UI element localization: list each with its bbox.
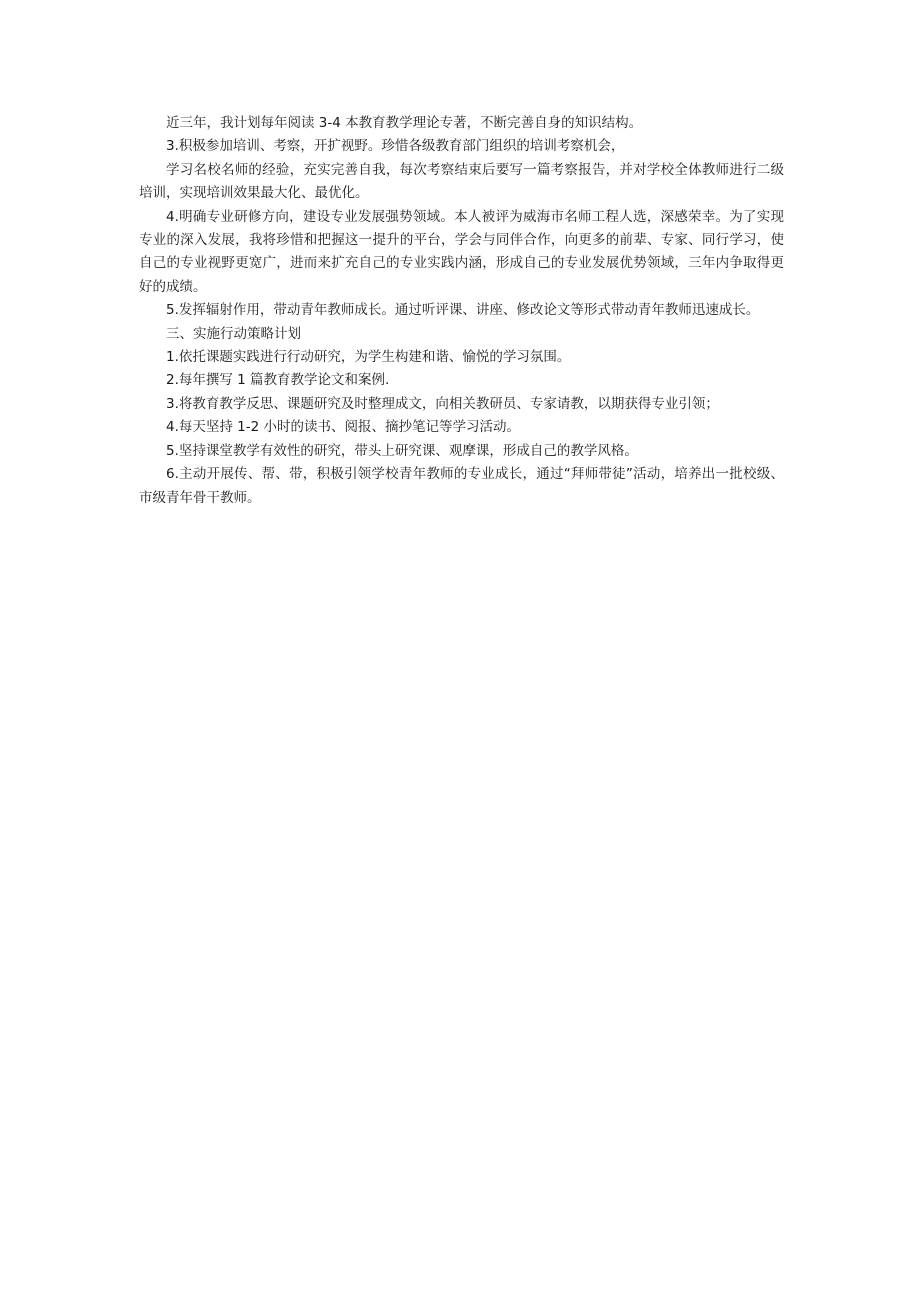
paragraph-item-3-training: 3.积极参加培训、考察，开扩视野。珍惜各级教育部门组织的培训考察机会， — [166, 138, 625, 155]
paragraph-strategy-3: 3.将教育教学反思、课题研究及时整理成文，向相关教研员、专家请教，以期获得专业引领； — [166, 395, 719, 412]
paragraph-strategy-2: 2.每年撰写 1 篇教育教学论文和案例. — [166, 372, 390, 389]
paragraph-strategy-1: 1.依托课题实践进行行动研究，为学生构建和谐、愉悦的学习氛围。 — [166, 349, 571, 366]
paragraph-strategy-4: 4.每天坚持 1-2 小时的读书、阅报、摘抄笔记等学习活动。 — [166, 419, 521, 436]
paragraph-training-detail: 学习名校名师的经验，充实完善自我，每次考察结束后要写一篇考察报告，并对学校全体教师进行二级培训，实现培训效果最大化、最优化。 — [139, 161, 784, 202]
paragraph-item-4-research: 4.明确专业研修方向，建设专业发展强势领域。本人被评为威海市名师工程人选，深感荣幸。为了实现专业的深入发展，我将珍惜和把握这一提升的平台，学会与同伴合作，向更多的前辈、专家、同行学习，使自己的专业视野更宽广，进而来扩充自己的专业实践内涵，形成自己的专业发展优势领域，三年内争取得更好的成绩。 — [139, 208, 784, 295]
paragraph-strategy-6: 6.主动开展传、帮、带，积极引领学校青年教师的专业成长，通过“拜师带徒”活动，培养出一批校级、市级青年骨干教师。 — [139, 466, 784, 506]
paragraph-item-5-radiation: 5.发挥辐射作用，带动青年教师成长。通过听评课、讲座、修改论文等形式带动青年教师迅速成长。 — [166, 302, 760, 319]
paragraph-reading-plan: 近三年，我计划每年阅读 3-4 本教育教学理论专著，不断完善自身的知识结构。 — [166, 115, 643, 131]
section-heading-strategy: 三、实施行动策略计划 — [166, 325, 301, 342]
document-body — [139, 112, 784, 510]
paragraph-strategy-5: 5.坚持课堂教学有效性的研究，带头上研究课、观摩课，形成自己的教学风格。 — [166, 442, 638, 459]
